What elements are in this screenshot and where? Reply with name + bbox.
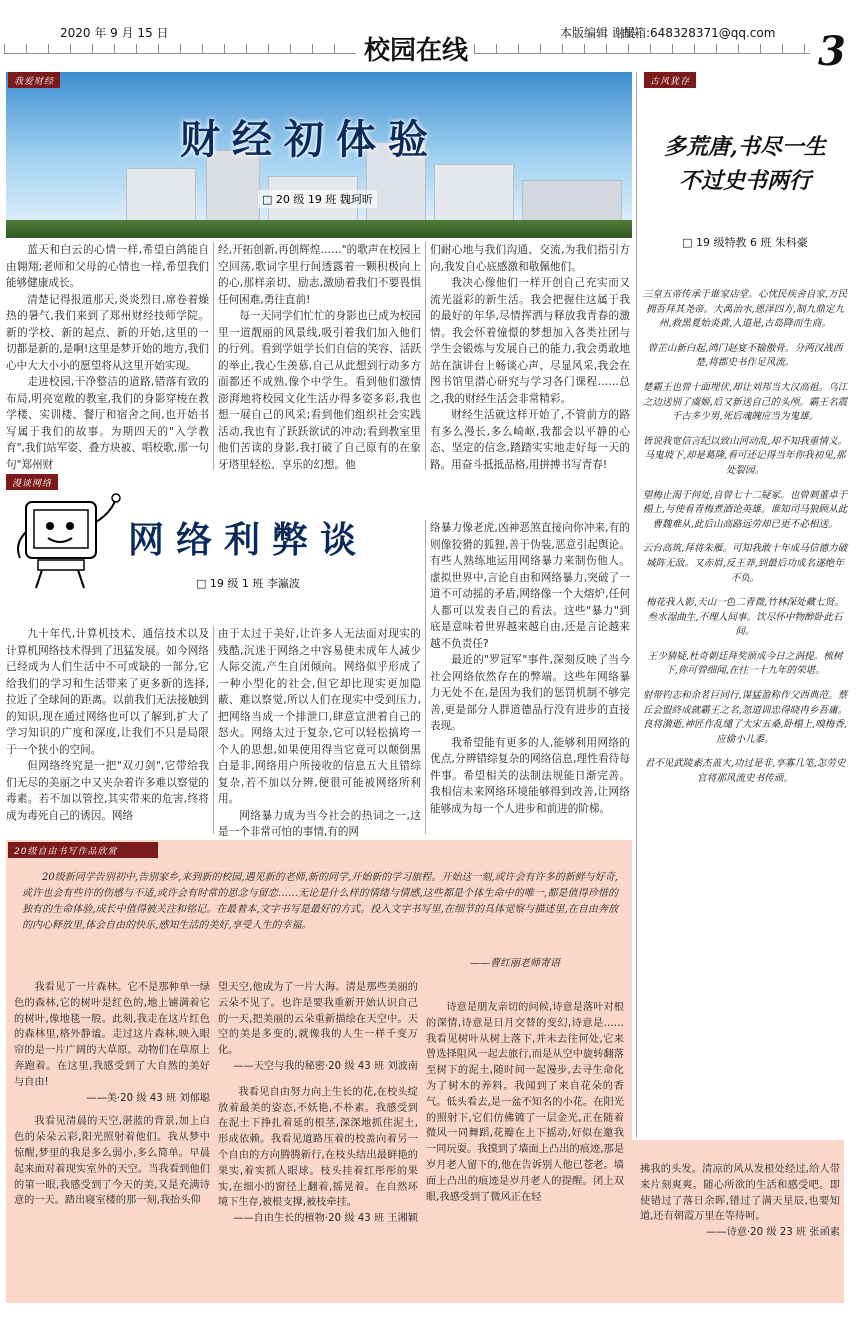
work-sign-4: ——诗意·20 级 23 班 张函素 <box>706 1227 840 1239</box>
article-byline-finance: □ 20 级 19 班 魏珂昕 <box>258 190 377 208</box>
finance-column-2: 经,开拓创新,再创辉煌……"的歌声在校园上空回荡,歌词字里行间透露着一颗积极向上的心,那样亲切、励志,激励着我们不要畏惧任何困难,勇往直前! 每一天同学们忙忙的身影也已成为校园里一道靓丽的风景线,吸引着我们加入他们的行列。看到学姐学长们自信的笑容、活跃的举止,我心生羡慕,自己从此想到行动多方面都还不成熟,像个中学生。看到他们激情澎湃地将校园文化生活办得多姿多彩,我也想一展自己的风采;看到他们组织社会实践活动,我也有了跃跃欲试的冲动;看到教室里他们苦读的身影,我打破了自己原有的在象牙塔里轻松、享乐的幻想。他 <box>218 244 421 471</box>
poem-stanza: 曾芷山新白起,鸿门赵宴不输傲骨。分两汉战西楚,将郡史书作足风流。 <box>647 342 843 369</box>
article-byline-network: □ 19 级 1 班 李瀛波 <box>196 577 300 590</box>
section-tag-finance: 我爱财经 <box>8 72 60 88</box>
issue-date: 2020 年 9 月 15 日 <box>60 26 169 40</box>
works-column-2: 望天空,他成为了一片大海。清是那些美丽的云朵不见了。也许是要我重新开始认识自己的一天,把美丽的云朵重新描绘在天空中。天空的美是多变的,就像我的人生一样千变万化。 ——天空与我的秘密·20 级 43 班 刘波南 我看见自由努力向上生长的花,在校头绽放着最美的姿态,不妖艳,不朴素。我感受到在泥土下挣扎着延的根茎,深深地抓住泥土,形成依赖。我看见道路压着的校盖向着另一个自由的方向腾腾新行,在枝头结出最鲜艳的果实,着实抓人眼球。枝头挂着红彤彤的果实,在细小的窗径上翻着,摇晃着。在自然环境下生存,被根支撑,被枝牵挂。 ——自由生长的植物·20 级 43 班 王湘颖 <box>218 980 418 1227</box>
page-header <box>0 0 867 75</box>
tree-line <box>6 220 632 238</box>
poem-stanza: 射带钓志和余茗巨同行,谋猛盈称作父西典范。蔡丘会盟終成就霸王之名,忽道训忠得晓冉乡吾庸。良将漪逝,神匠作乱缱了大宋五桑,卧榻上,嗅梅香,应偷小儿黍。 <box>642 690 848 745</box>
works-column-1: 我看见了一片森林。它不是那种单一绿色的森林,它的树叶是红色的,地上铺满着它的树叶,像地毯一般。此刻,我走在这片红色的森林里,格外静谧。走过这片森林,映入眼帘的是一片广阔的大草原。动物们在草原上奔跑着。在这里,我感受到了大自然的美好与自由! ——美·20 级 43 班 刘郁聪 我看见清晨的天空,湛蓝的背景,加上白色的朵朵云彩,阳光照射着他们。我从梦中惊醒,梦里的我是多么弱小,多么简单。早晨起来面对着现实室外的天空。当我看到他们的第一眼,我感受到了今天的美,又是充满诗意的一天。踏出寝室楼的那一刻,我抬头仰 <box>14 982 210 1207</box>
poem-stanza: 皆说我宽信言纪以致山河动乱,却不知我重情义。马鬼坡下,却是葛隆,看可还记得当年你我初见,那处裂园。 <box>642 435 848 476</box>
page-number: 3 <box>818 28 846 75</box>
work-sign-2: ——天空与我的秘密·20 级 43 班 刘波南 <box>233 1060 418 1072</box>
poem-body <box>642 288 848 787</box>
network-column-2: 由于太过于美好,让许多人无法面对现实的残酷,沉迷于网络之中容易使未成年人减少人际交流,产生自闭倾向。网络似乎形成了一种小型化的社会,但它却比现实更加隐蔽、难以察觉,所以人们在现实中受到压力,把网络当成一个排泄口,肆意宣泄着自己的怒火。网络太过于复杂,它可以轻松搞垮一个人的思想,如果使用得当它竟可以颠倒黑白是非,网络用户所接收的信息五大且错综复杂,若不加以分辨,便很可能被网络所利用。 网络暴力成为当今社会的热词之一,这是一个非常可怕的事情,有的网 <box>218 628 421 838</box>
article-byline-ancient: □ 19 级特教 6 班 朱科豪 <box>682 236 808 249</box>
poem-stanza: 梅花我入影,天山一色二青微,竹林深处藏七贤。叁水湿曲生,不理人间事。饮尽怀中物醉卧此石间。 <box>646 597 844 638</box>
article-title-network: 网络利弊谈 <box>128 519 369 561</box>
finance-column-1: 蓝天和白云的心情一样,希望白鸽能自由翱翔;老师和父母的心情也一样,希望我们能够健康成长。 清楚记得报道那天,炎炎烈日,席卷着燥热的暑气,我们来到了郑州财经技师学院。新的学校、新的起点、新的开始,这里的一切都是新的,是啊!这里是梦开始的地方,我们心中大大小小的愿望将从这里开始实现。 走进校园,干净整洁的道路,错落有致的布局,明亮宽敞的教室,我们的身影穿梭在教学楼、实训楼、餐厅和宿舍之间,也开始书写属于我们的故事。为期四天的"入学教育",我们站军姿、叠方块被、唱校歌,那一句句"郑州财 <box>6 244 209 471</box>
network-column-1: 九十年代,计算机技术、通信技术以及计算机网络技术得到了迅猛发展。如今网络已经成为人们生活中不可或缺的一部分,它给我们的学习和生活带来了更多新的选择,拉近了全球间的距离。以前我们无法接触到的知识,现在通过网络也可以了解到,扩大了学习知识的广度和深度,让我们不只是局限于一个狭小的空间。 但网络终究是一把"双刃剑",它带给我们无尽的美丽之中又夹杂着许多难以察觉的毒素。若不加以管控,其实带来的危害,终将成为毒死自己的诱因。网络 <box>6 628 209 822</box>
poem-stanza: 望梅止渴于何处,自曾七十二疑冢。也曾刺董卓于榻上,与使看青梅煮酒论英雄。谁知司马狼顾从此曹魏难从,此后山高路远劳却已更不必相送。 <box>642 489 848 530</box>
work-sign-3: ——自由生长的植物·20 级 43 班 王湘颖 <box>233 1213 418 1225</box>
finance-column-3: 们耐心地与我们沟通、交流,为我们指引方向,我发自心底感激和敬佩他们。 我决心像他们一样开创自己充实而又流光溢彩的新生活。我会把握住这属于我的最好的年华,尽情挥洒与释放我青春的激情。我会怀着憧憬的梦想加入各类社团与学生会锻炼与发展自己的能力,我会勇敢地站在演讲台上畅谈心声、尽显风采,我会在图书馆里潜心研究与学习各门课程……总之,我的财经生活会非常精彩。 财经生活就这样开始了,不管前方的路有多么漫长,多么崎岖,我都会以平静的心态、坚定的信念,踏踏实实地走好每一天的路。用奋斗抵抵品格,用拼搏书写青春! <box>430 244 630 471</box>
header-ruler-left <box>4 44 356 54</box>
ancient-style-article <box>642 72 848 1140</box>
poem-stanza: 云台高筑,拜将朱雁。可知我敢十年成马信德力破城阵无敌。又赤眉,反王莽,到最后功成名遂绝年不负。 <box>642 543 848 584</box>
article-title-finance: 财经初体验 <box>180 116 440 163</box>
poem-stanza: 三皇五帝传承于谁家店堂。心忧民疾舍自家,万民拥吾拜其尧帝。大禹治水,恩泽四方,制九鼎定九州,救黑夏始炎黄,人道是,古岛降而生商。 <box>642 289 848 330</box>
works-column-4: 拂我的头发。清凉的风从发根处经过,给人带来片刻爽爽。随心所欲的生活和感受吧。即使错过了落日余晖,错过了满天星辰,也要知道,还有朝霞万里在等待呵。 ——诗意·20 级 23 班 张函素 <box>640 1162 840 1241</box>
works-column-3: 诗意是朋友亲切的问候,诗意是落叶对根的深情,诗意是日月交替的变幻,诗意是……我看见树叶从树上落下,并未去往何处,它来曾选择阻风一起去旅行,而是从空中旋转翻落至树下的泥土,随时间一起漫步,去寻生命化为了树木的养料。我闻到了来自花朵的香气。低头看去,是一盆不知名的小花。在阳光的照射下,它们仿佛镀了一层金光,正在随着微风一同舞蹈,花瓣在上下摇动,好似在邀我一同玩耍。我摸到了墙面上凸出的痕迹,那是岁月老人留下的,他在告诉别人他已苍老。墙面上凸出的痕迹是岁月老人的提醒。闭上双眼,我感受到了微风正在轻 <box>426 1002 624 1203</box>
teacher-intro-sign: ——曹红丽老师寄语 <box>470 958 560 969</box>
section-tag-ancient: 古风犹存 <box>644 72 696 88</box>
section-tag-network: 漫谈网络 <box>6 474 58 490</box>
editor-email: 邮箱:648328371@qq.com <box>622 26 776 40</box>
section-title: 校园在线 <box>364 36 469 66</box>
network-column-3: 络暴力像老虎,凶神恶煞直接向你冲来,有的则像狡猾的狐狸,善于伪装,恶意引起舆论。有些人熟练地运用网络暴力来制伤他人。虚拟世界中,言论自由和网络暴力,突破了一道不可动摇的矛盾,网络像一个大熔炉,任何人都可以发表自己的看法。这些"暴力"到底是意味着世界越来越自由,还是言论越来越不负责任? 最近的"罗冠军"事件,深刻反映了当今社会网络依然存在的弊端。这些年网络暴力无处不在,是因为我们的惩罚机制不够完善,更是部分人群道德品行没有进步的直接表现。 我希望能有更多的人,能够利用网络的优点,分辨错综复杂的网络信息,理性看待每件事。希望相关的法制法规能日渐完善。我相信未来网络环境能够得到改善,让网络能够成为每一个人进步和前进的阶梯。 <box>430 522 630 815</box>
section-tag-student-works: 20级自由书写作品欣赏 <box>8 842 158 858</box>
poem-stanza: 君不见武陵素杰盖大,功过是非,享寡几笔,怎劳史官将那风流史书传顽。 <box>644 758 846 785</box>
work-sign-1: ——美·20 级 43 班 刘郁聪 <box>86 1092 210 1104</box>
poem-stanza: 楚霸王也曾十面埋伏,却让刘邦当大汉高祖。乌江之边送别了虞姬,后又新送自己的头颅。霸王名震千古多少男,死后魂魄应当为鬼雄。 <box>642 381 848 423</box>
cartoon-computer-icon <box>12 492 124 592</box>
article-title-ancient: 多荒唐,书尽一生 不过史书两行 <box>664 134 826 194</box>
editor-name: 本版编辑 谢昊 <box>560 26 636 40</box>
poem-stanza: 王少猜疑,杜奇朝廷拜奖颁成今日之涡提。梳树下,你可曾细闻,在往一十九年的荣堪。 <box>647 650 843 677</box>
teacher-intro: 20级新同学告别初中,告别家乡,来到新的校园,遇见新的老师,新的同学,开始新的学习旅程。开始这一刻,或许会有许多的新鲜与好奇,或许也会有些许的伤感与不适,或许会有时常的思念与留恋……无论是什么样的情绪与情感,这些都是个体生命中的唯一,都是值得珍惜的独有的生命体验,成长中值得被关注和铭记。在最着本,文字书写是最好的方式。投入文字书写里,在细节的具体觉察与描述里,在自由奔放的内心释放里,体会自由的快乐,感知生活的美好,享受人生的幸福。 <box>22 872 618 931</box>
header-ruler-right <box>474 44 810 54</box>
